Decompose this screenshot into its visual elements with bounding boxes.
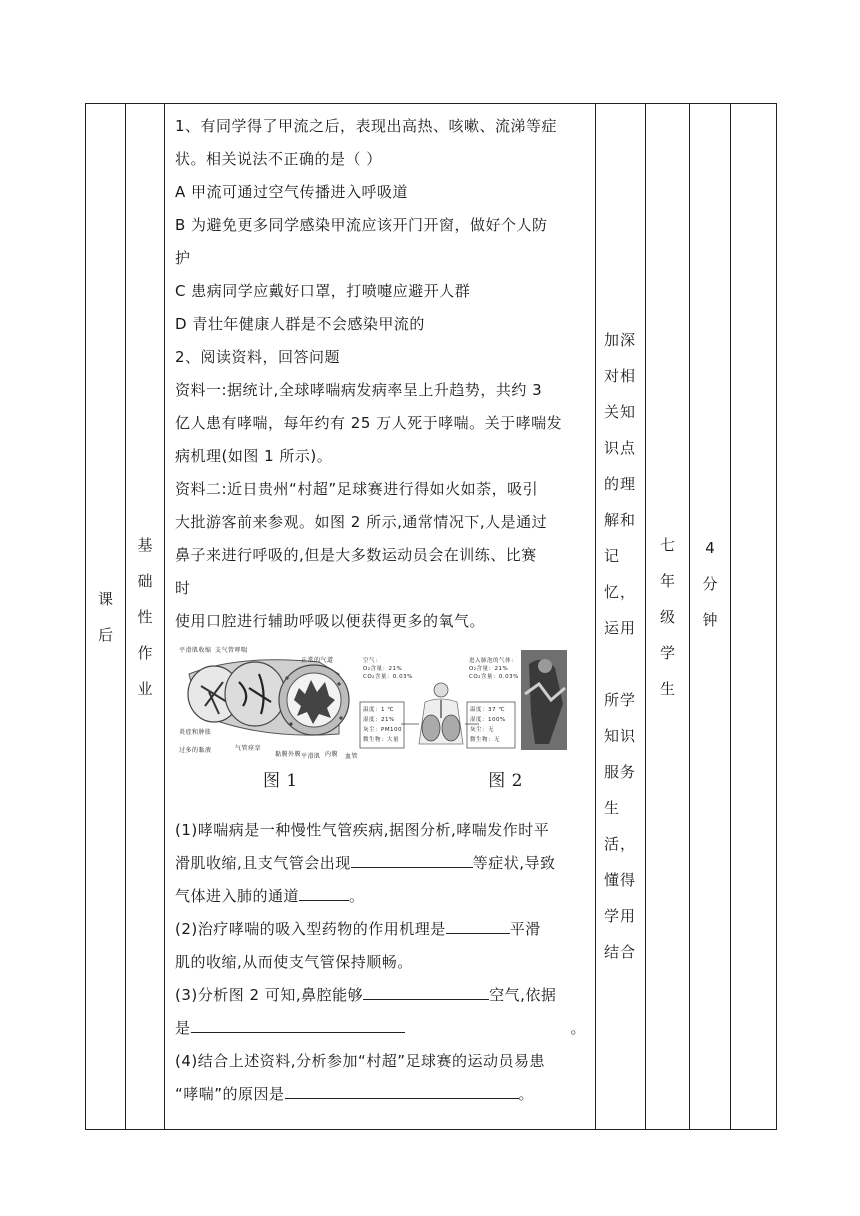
question-1-cont: 状。相关说法不正确的是（ ） <box>175 150 382 168</box>
option-c: C 患病同学应戴好口罩，打喷嚏应避开人群 <box>175 282 471 300</box>
category-char: 作 <box>137 643 153 662</box>
purpose-line: 对相 <box>604 367 637 385</box>
purpose-line: 学用 <box>604 907 637 925</box>
purpose-line: 忆， <box>604 583 637 601</box>
subquestion-3 <box>175 979 587 1012</box>
purpose-line: 加深 <box>604 331 637 349</box>
duration-cell <box>690 104 731 1130</box>
fig2-label: 进入肺泡的气体： <box>469 658 518 664</box>
subquestion-1-cont <box>175 880 587 913</box>
answer-blank[interactable] <box>285 1078 519 1099</box>
text-span: 。 <box>570 1019 587 1037</box>
option-d: D 青壮年健康人群是不会感染甲流的 <box>175 315 425 333</box>
option-b: B 为避免更多同学感染甲流应该开门开窗，做好个人防 <box>175 216 548 234</box>
fig1-label: 平滑肌 <box>301 753 321 760</box>
target-char: 年 <box>659 571 675 590</box>
duration-char: 4 <box>705 538 715 557</box>
target-char: 生 <box>659 679 675 698</box>
answer-blank[interactable] <box>363 979 489 1000</box>
fig2-label: 温度：1 ℃ <box>363 707 394 713</box>
fig1-label: 内膜 <box>325 751 339 758</box>
figure-1-caption: 图 1 <box>263 771 298 791</box>
purpose-line: 关知 <box>604 403 637 421</box>
purpose-text <box>596 104 645 970</box>
purpose-line: 活， <box>604 835 637 853</box>
homework-table-region <box>85 103 776 1130</box>
option-b-cont: 护 <box>175 249 191 267</box>
fig1-label: 气管痉挛 <box>235 745 262 752</box>
fig1-label: 支气管哮喘 <box>215 647 248 654</box>
subquestion-3-cont <box>175 1012 587 1045</box>
purpose-line: 运用 <box>604 619 637 637</box>
fig2-label: CO₂含量：0.03% <box>469 674 519 680</box>
target-char: 学 <box>659 643 675 662</box>
text-span: 滑肌收缩,且支气管会出现 <box>175 854 351 872</box>
fig2-label: 湿度：21% <box>363 717 395 723</box>
material-2-cont: 大批游客前来参观。如图 2 所示,通常情况下,人是通过 <box>175 513 548 531</box>
subquestion-2 <box>175 913 587 946</box>
fig2-label: 灰尘：PM100 <box>363 727 403 733</box>
fig2-label: 湿度：100% <box>470 717 506 723</box>
answer-blank[interactable] <box>299 880 349 901</box>
duration-text <box>690 530 730 638</box>
category-char: 础 <box>137 571 153 590</box>
fig1-label: 血管 <box>345 753 359 760</box>
subquestion-1: (1)哮喘病是一种慢性气管疾病,据图分析,哮喘发作时平 <box>175 821 550 839</box>
fig2-label: 温度：37 ℃ <box>470 707 505 713</box>
purpose-line: 记 <box>604 547 621 565</box>
answer-blank[interactable] <box>351 847 473 868</box>
question-2-title: 2、阅读资料，回答问题 <box>175 348 341 366</box>
category-cell <box>126 104 165 1130</box>
fig1-bronchus-drawing <box>188 660 349 735</box>
answer-blank[interactable] <box>446 913 510 934</box>
row-label-char: 后 <box>97 625 113 644</box>
material-1: 资料一:据统计,全球哮喘病发病率呈上升趋势，共约 3 <box>175 381 543 399</box>
target-char: 级 <box>659 607 675 626</box>
text-span: (3)分析图 2 可知,鼻腔能够 <box>175 986 364 1004</box>
fig2-label: 微生物：大量 <box>363 737 400 743</box>
purpose-line: 的理 <box>604 475 637 493</box>
purpose-cell <box>596 104 646 1130</box>
category-char: 业 <box>137 679 153 698</box>
material-1-cont: 亿人患有哮喘，每年约有 25 万人死于哮喘。关于哮喘发 <box>175 414 563 432</box>
fig1-label: 过多的黏液 <box>179 747 212 754</box>
homework-table <box>85 103 777 1130</box>
target-text <box>646 527 689 707</box>
fig2-air-panel <box>360 656 413 748</box>
text-span: 。 <box>518 1085 535 1103</box>
fig1-label: 平滑肌收缩 <box>179 647 212 654</box>
duration-char: 分 <box>702 574 718 593</box>
purpose-line: 结合 <box>604 943 637 961</box>
purpose-line: 服务 <box>604 763 637 781</box>
fig2-label: 灰尘：无 <box>470 727 495 733</box>
question-1: 1、有同学得了甲流之后，表现出高热、咳嗽、流涕等症 <box>175 117 558 135</box>
purpose-line: 所学 <box>604 691 637 709</box>
target-char: 七 <box>659 535 675 554</box>
purpose-line: 生 <box>604 799 621 817</box>
fig1-label: 炎症和肿胀 <box>179 729 212 736</box>
fig1-label: 黏膜外膜 <box>275 751 302 758</box>
row-label-cell <box>86 104 126 1130</box>
material-2-cont: 鼻子来进行呼吸的,但是大多数运动员会在训练、比赛 <box>175 546 537 564</box>
category-char: 基 <box>137 535 153 554</box>
purpose-line: 识点 <box>604 439 637 457</box>
answer-blank[interactable] <box>191 1012 405 1033</box>
text-span: 空气,依据 <box>489 986 557 1004</box>
purpose-line: 解和 <box>604 511 637 529</box>
text-span: (2)治疗哮喘的吸入型药物的作用机理是 <box>175 920 446 938</box>
content-cell <box>165 104 596 1130</box>
text-span: 是 <box>175 1019 191 1037</box>
target-cell <box>646 104 690 1130</box>
text-span: 等症状,导致 <box>472 854 556 872</box>
figure-2-caption: 图 2 <box>488 771 523 791</box>
fig2-label: 微生物：无 <box>470 737 501 743</box>
row-label-char: 课 <box>97 589 113 608</box>
purpose-line <box>604 646 645 682</box>
purpose-line: 知识 <box>604 727 637 745</box>
purpose-line: 懂得 <box>604 871 637 889</box>
empty-cell <box>731 104 777 1130</box>
fig2-label: O₂含量：21% <box>363 666 403 672</box>
figure-svg <box>179 644 579 764</box>
subquestion-1-cont <box>175 847 587 880</box>
material-1-cont: 病机理(如图 1 所示)。 <box>175 447 333 465</box>
text-span: “哮喘”的原因是 <box>175 1085 285 1103</box>
subquestion-2-cont: 肌的收缩,从而使支气管保持顺畅。 <box>175 953 413 971</box>
material-2-cont: 时 <box>175 579 191 597</box>
duration-char: 钟 <box>702 610 718 629</box>
subquestion-4: (4)结合上述资料,分析参加“村超”足球赛的运动员易患 <box>175 1052 546 1070</box>
fig2-athlete-photo <box>521 650 567 750</box>
text-span: 气体进入肺的通道 <box>175 887 300 905</box>
fig2-label: CO₂含量：0.03% <box>363 674 413 680</box>
fig1-label: 正常的气道 <box>301 657 334 664</box>
fig2-label: 空气： <box>363 658 382 664</box>
figure-illustration <box>179 644 579 814</box>
material-2: 资料二:近日贵州“村超”足球赛进行得如火如荼，吸引 <box>175 480 539 498</box>
text-span: 平滑 <box>509 920 541 938</box>
text-span: 。 <box>349 887 365 905</box>
subquestion-4-cont <box>175 1078 587 1111</box>
fig2-lung-panel <box>467 656 519 748</box>
fig2-label: O₂含量：21% <box>469 666 509 672</box>
material-2-cont: 使用口腔进行辅助呼吸以便获得更多的氧气。 <box>175 612 486 630</box>
option-a: A 甲流可通过空气传播进入呼吸道 <box>175 183 409 201</box>
figure-captions <box>179 764 579 798</box>
category-char: 性 <box>137 607 153 626</box>
